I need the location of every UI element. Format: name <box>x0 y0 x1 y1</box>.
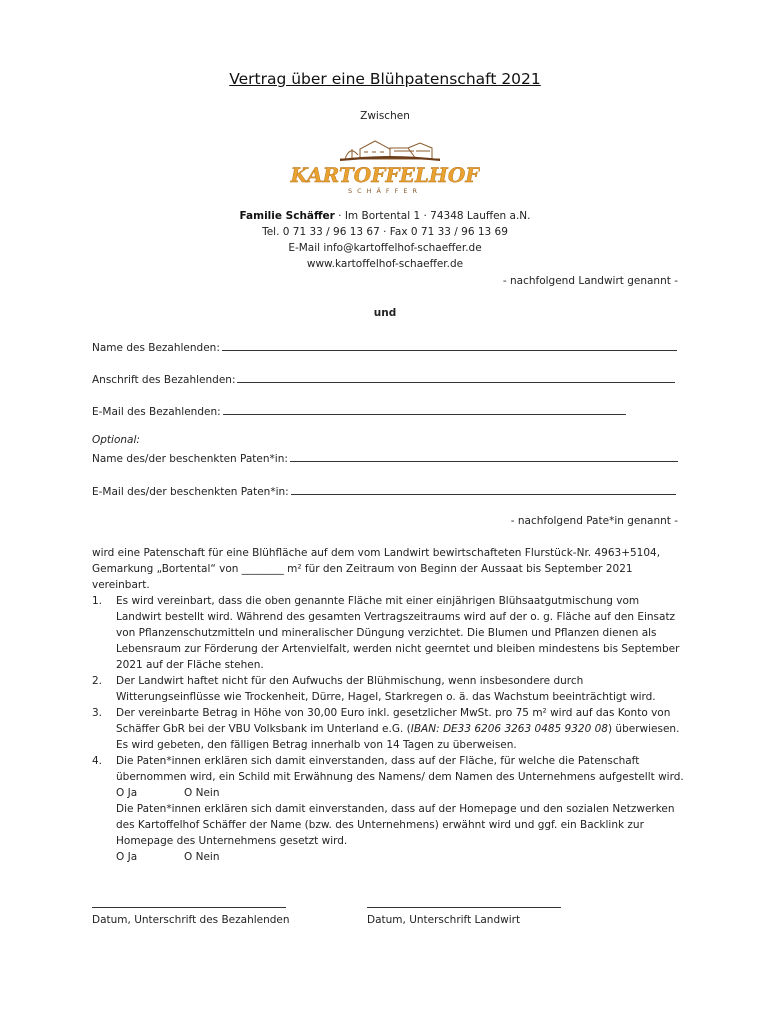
no-option[interactable]: O Nein <box>184 851 220 863</box>
farm-role: - nachfolgend Landwirt genannt - <box>502 275 678 287</box>
yes-option[interactable]: O Ja <box>116 851 138 863</box>
payer-email-line[interactable] <box>223 403 626 415</box>
payer-name-line[interactable] <box>222 339 677 351</box>
document-title: Vertrag über eine Blühpatenschaft 2021 <box>229 70 541 88</box>
gift-email-line[interactable] <box>291 483 676 495</box>
clause-4-text: Die Paten*innen erklären sich damit einverstanden, dass auf der Fläche, für welche die Patenschaft übernommen wird, ein Schild mit Erwähnung des Namens/ dem Namen des Unternehmens aufgestellt wird. <box>116 755 684 783</box>
gift-name-row <box>92 450 678 465</box>
kartoffelhof-logo <box>290 133 480 198</box>
logo-subtitle: SCHÄFFER <box>347 187 423 195</box>
gift-name-label: Name des/der beschenkten Paten*in: <box>92 453 288 465</box>
clause-1 <box>92 593 692 673</box>
farm-email[interactable]: E-Mail info@kartoffelhof-schaeffer.de <box>288 242 482 254</box>
payer-address-line[interactable] <box>237 371 675 383</box>
sponsor-role: - nachfolgend Pate*in genannt - <box>510 515 678 527</box>
and-label: und <box>373 307 397 319</box>
gift-name-line[interactable] <box>290 450 678 462</box>
payer-address-row <box>92 371 675 386</box>
clause-text <box>116 753 686 865</box>
logo-brand: KARTOFFELHOF <box>290 163 480 187</box>
gift-email-row <box>92 483 676 498</box>
consent-options-2 <box>116 849 686 865</box>
farm-name: Familie Schäffer <box>239 210 335 222</box>
clause-number: 2. <box>92 675 103 687</box>
between-label: Zwischen <box>360 110 410 122</box>
signature-label-payer: Datum, Unterschrift des Bezahlenden <box>92 914 290 926</box>
clause-text <box>116 705 686 753</box>
clause-4-text2: Die Paten*innen erklären sich damit einverstanden, dass auf der Homepage und den sozialen Netzwerken des Kartoffelhof Schäffer der Name (bzw. des Unternehmens) erwähnt wird und ggf. ein Backlink zur Homepage des Unternehmens gesetzt wird. <box>116 803 675 847</box>
payer-name-label: Name des Bezahlenden: <box>92 342 220 354</box>
optional-label: Optional: <box>92 434 140 446</box>
intro-paragraph: wird eine Patenschaft für eine Blühfläche auf dem vom Landwirt bewirtschafteten Flurstück-Nr. 4963+5104, Gemarkung „Bortental“ von ________ m² für den Zeitraum von Beginn der Aussaat bis September 2021 vereinbart. <box>92 547 661 591</box>
clause-number: 3. <box>92 707 103 719</box>
payer-name-row <box>92 339 677 354</box>
clause-4 <box>92 753 692 865</box>
payer-address-label: Anschrift des Bezahlenden: <box>92 374 236 386</box>
farm-phone: Tel. 0 71 33 / 96 13 67 · Fax 0 71 33 / 96 13 69 <box>262 226 508 238</box>
payer-email-label: E-Mail des Bezahlenden: <box>92 406 221 418</box>
clause-3-text-a: Der vereinbarte Betrag in Höhe von 30,00 Euro inkl. gesetzlicher MwSt. pro 75 m² wird auf das Konto von Schäffer GbR bei der VBU Volksbank im Unterland e.G. ( <box>116 707 671 735</box>
clause-3 <box>92 705 692 753</box>
signature-label-farmer: Datum, Unterschrift Landwirt <box>367 914 521 926</box>
yes-option[interactable]: O Ja <box>116 787 138 799</box>
clause-2 <box>92 673 692 705</box>
clause-number: 1. <box>92 595 103 607</box>
payer-email-row <box>92 403 626 418</box>
farm-website[interactable]: www.kartoffelhof-schaeffer.de <box>306 258 464 270</box>
clause-text: Der Landwirt haftet nicht für den Aufwuchs der Blühmischung, wenn insbesondere durch Witterungseinflüsse wie Trockenheit, Dürre, Hagel, Starkregen o. ä. das Wachstum beeinträchtigt wird. <box>116 675 656 703</box>
farm-name-address <box>0 209 770 225</box>
gift-email-label: E-Mail des/der beschenkten Paten*in: <box>92 486 289 498</box>
consent-options-1 <box>116 785 686 801</box>
iban: IBAN: DE33 6206 3263 0485 9320 08 <box>410 723 608 735</box>
signature-line-payer[interactable] <box>92 907 286 908</box>
clause-text: Es wird vereinbart, dass die oben genannte Fläche mit einer einjährigen Blühsaatgutmischung vom Landwirt bestellt wird. Während des gesamten Vertragszeitraums wird auf der o. g. Fläche auf den Einsatz von Pflanzenschutzmitteln und mineralischer Düngung verzichtet. Die Blumen und Pflanzen dienen als Lebensraum zur Förderung der Artenvielfalt, werden nicht geerntet und bleiben mindestens bis September 2021 auf der Fläche stehen. <box>116 595 680 671</box>
no-option[interactable]: O Nein <box>184 787 220 799</box>
farm-address: · Im Bortental 1 · 74348 Lauffen a.N. <box>334 210 531 222</box>
signature-line-farmer[interactable] <box>367 907 561 908</box>
clause-number: 4. <box>92 755 103 767</box>
clause-3-text-b: ) überwiesen. Es wird gebeten, den fälligen Betrag innerhalb von 14 Tagen zu überweisen. <box>116 723 680 751</box>
